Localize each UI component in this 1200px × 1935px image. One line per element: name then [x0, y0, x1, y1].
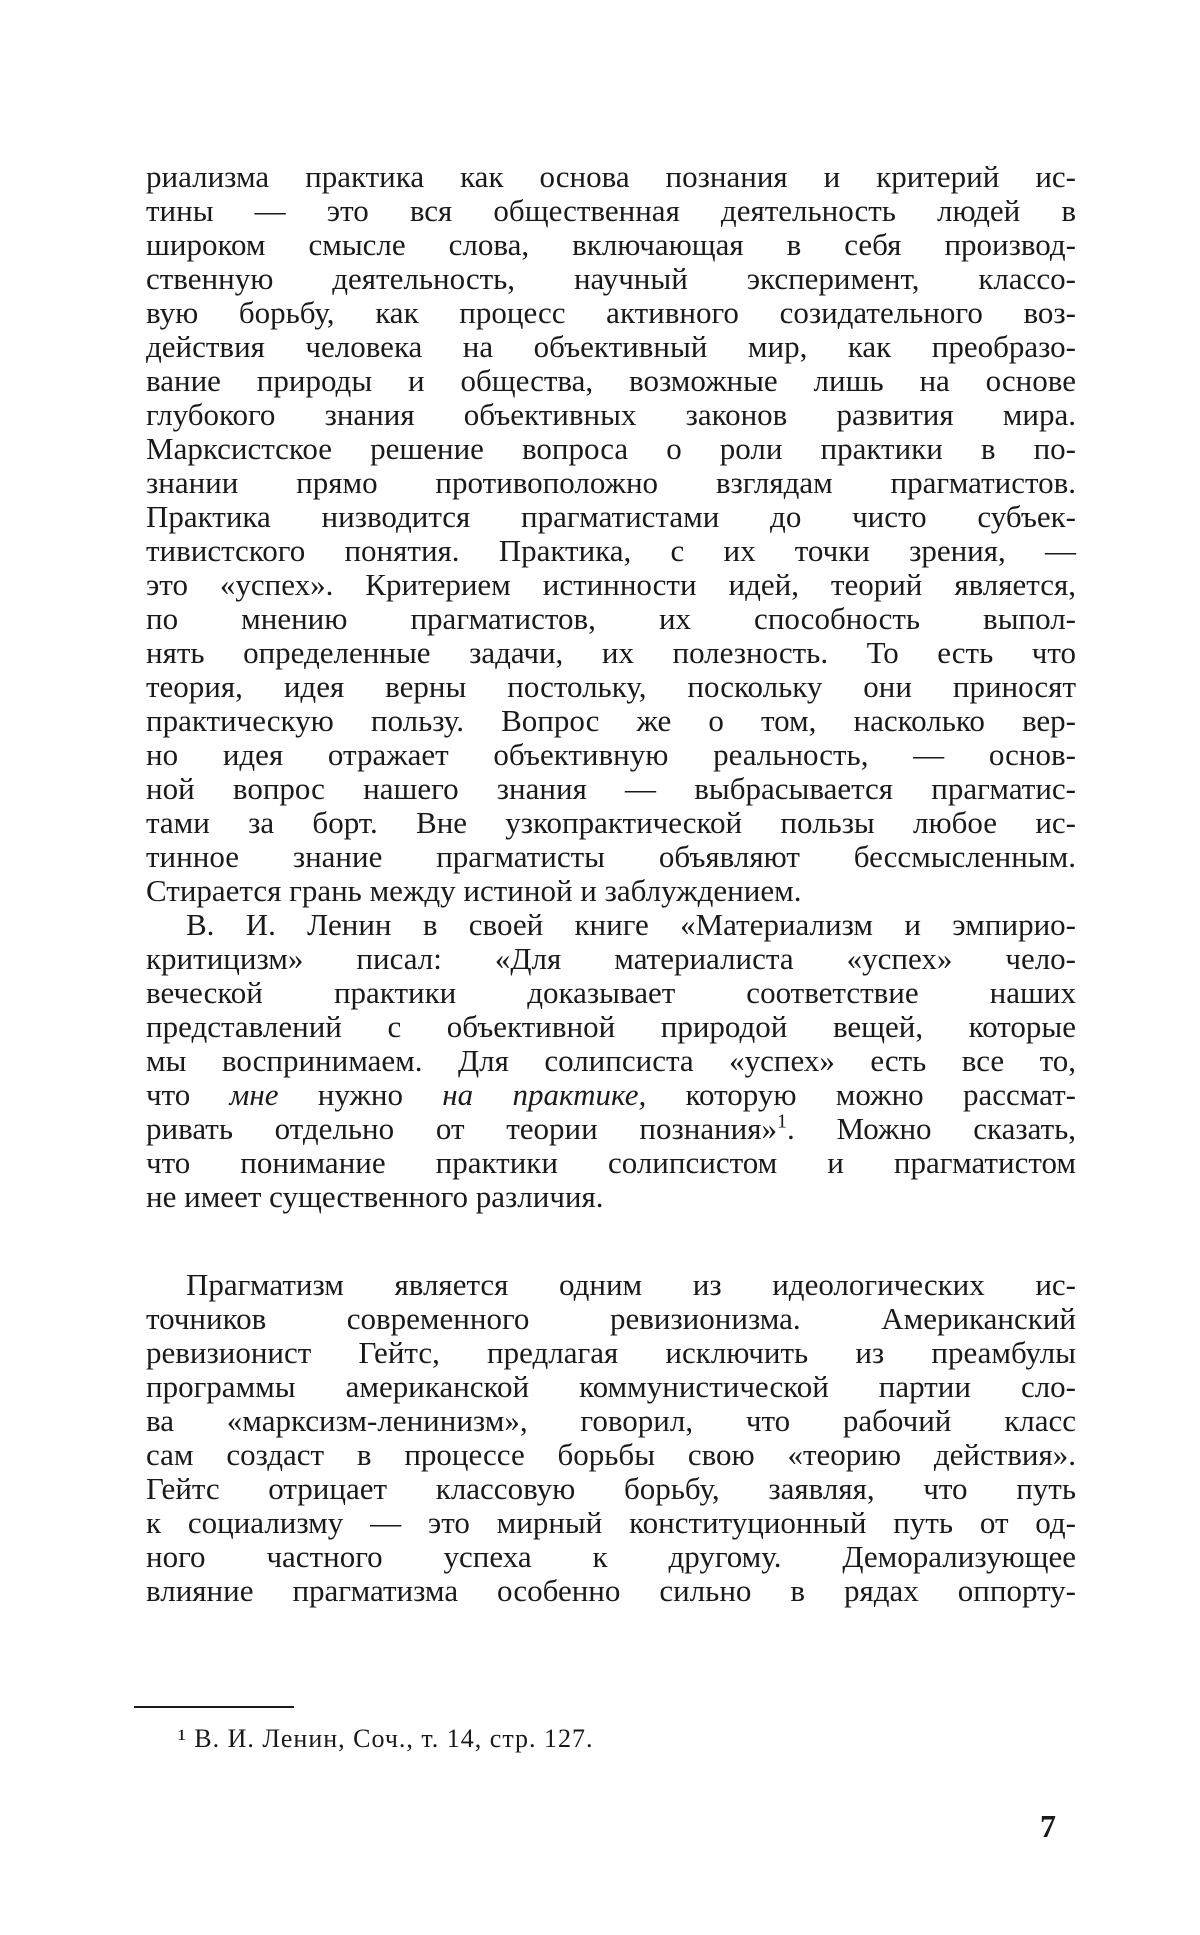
- footnote-reference: 1: [777, 1110, 788, 1133]
- text-line: ственную деятельность, научный эксперимент, классо-: [146, 261, 1076, 296]
- text-line: ва «марксизм-ленинизм», говорил, что рабочий класс: [146, 1403, 1076, 1438]
- text-line: вую борьбу, как процесс активного созидательного воз-: [146, 295, 1076, 330]
- text-line: точников современного ревизионизма. Американский: [146, 1301, 1076, 1336]
- text-line: к социализму — это мирный конституционный путь от од-: [146, 1505, 1076, 1540]
- text-line: ной вопрос нашего знания — выбрасывается прагматис-: [146, 771, 1076, 806]
- text-fragment: которую можно рассмат-: [646, 1077, 1076, 1112]
- text-line: ревизионист Гейтс, предлагая исключить из преамбулы: [146, 1335, 1076, 1370]
- text-line: теория, идея верны постольку, поскольку они приносят: [146, 669, 1076, 704]
- text-line: практическую пользу. Вопрос же о том, насколько вер-: [146, 703, 1076, 738]
- text-line-with-footnote-ref: [146, 1112, 1076, 1146]
- text-line: Гейтс отрицает классовую борьбу, заявляя, что путь: [146, 1471, 1076, 1506]
- emphasis-text: мне: [229, 1077, 279, 1112]
- text-line: это «успех». Критерием истинности идей, теорий является,: [146, 567, 1076, 602]
- text-fragment: ривать отдельно от теории познания»: [146, 1111, 778, 1146]
- text-line: широком смысле слова, включающая в себя производ-: [146, 227, 1076, 262]
- text-line: тинное знание прагматисты объявляют бессмысленным.: [146, 839, 1076, 874]
- text-line: знании прямо противоположно взглядам прагматистов.: [146, 465, 1076, 500]
- text-fragment: нужно: [278, 1077, 443, 1112]
- footnote: ¹ В. И. Ленин, Соч., т. 14, стр. 127.: [178, 1724, 594, 1753]
- text-line: ного частного успеха к другому. Деморализующее: [146, 1539, 1076, 1574]
- text-line: вание природы и общества, возможные лишь на основе: [146, 363, 1076, 398]
- text-line: тины — это вся общественная деятельность людей в: [146, 193, 1076, 228]
- text-line: что понимание практики солипсистом и прагматистом: [146, 1145, 1076, 1180]
- text-line: глубокого знания объективных законов развития мира.: [146, 397, 1076, 432]
- text-line: сам создаст в процессе борьбы свою «теорию действия».: [146, 1437, 1076, 1472]
- text-fragment: . Можно сказать,: [787, 1111, 1077, 1146]
- text-line: Прагматизм является одним из идеологических ис-: [186, 1267, 1076, 1302]
- text-line: критицизм» писал: «Для материалиста «успех» чело-: [146, 941, 1076, 976]
- text-line: влияние прагматизма особенно сильно в рядах оппорту-: [146, 1573, 1076, 1608]
- text-line: Практика низводится прагматистами до чисто субъек-: [146, 499, 1076, 534]
- text-line: тивистского понятия. Практика, с их точки зрения, —: [146, 533, 1076, 568]
- text-fragment: что: [146, 1077, 230, 1112]
- paragraph-3: [146, 1268, 1076, 1608]
- text-line: действия человека на объективный мир, как преобразо-: [146, 329, 1076, 364]
- text-line: представлений с объективной природой вещей, которые: [146, 1009, 1076, 1044]
- text-line: не имеет существенного различия.: [146, 1179, 604, 1214]
- text-line: мы воспринимаем. Для солипсиста «успех» есть все то,: [146, 1043, 1076, 1078]
- footnote-divider: [134, 1706, 294, 1708]
- text-line: риализма практика как основа познания и критерий ис-: [146, 159, 1076, 194]
- paragraph-2: [146, 908, 1076, 1214]
- text-line: но идея отражает объективную реальность, — основ-: [146, 737, 1076, 772]
- paragraph-1: [146, 160, 1076, 908]
- text-line: Марксистское решение вопроса о роли практики в по-: [146, 431, 1076, 466]
- text-line: В. И. Ленин в своей книге «Материализм и эмпирио-: [186, 907, 1076, 942]
- text-line: веческой практики доказывает соответствие наших: [146, 975, 1076, 1010]
- emphasis-text: на практике,: [442, 1077, 647, 1112]
- text-line-with-emphasis: [146, 1078, 1076, 1112]
- page-number: 7: [1040, 1808, 1056, 1844]
- text-line: нять определенные задачи, их полезность. То есть что: [146, 635, 1076, 670]
- text-line: программы американской коммунистической партии сло-: [146, 1369, 1076, 1404]
- text-line: Стирается грань между истиной и заблуждением.: [146, 873, 802, 908]
- text-line: тами за борт. Вне узкопрактической пользы любое ис-: [146, 805, 1076, 840]
- text-line: по мнению прагматистов, их способность выпол-: [146, 601, 1076, 636]
